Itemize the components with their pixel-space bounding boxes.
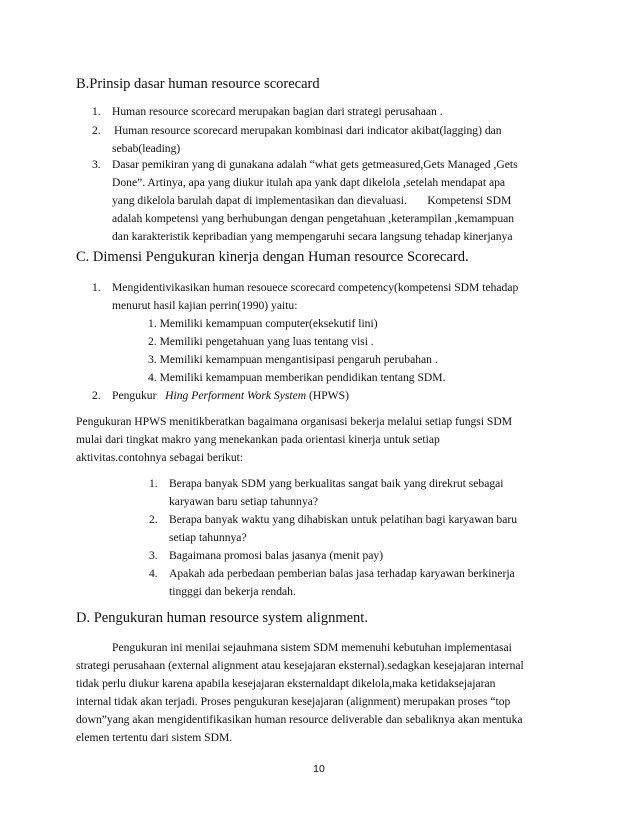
- list-item-text: Done”. Artinya, apa yang diukur itulah apa yank dapt dikelola ,setelah mendapat apa: [112, 176, 506, 189]
- list-item-text: sebab(leading): [112, 142, 181, 155]
- list-item-text: Mengidentivikasikan human resouece scorecard competency(kompetensi SDM tehadap: [112, 281, 519, 294]
- list-item-text: Apakah ada perbedaan pemberian balas jasa terhadap karyawan berkinerja: [169, 567, 515, 580]
- paragraph-line: mulai dari tingkat makro yang menekankan pada orientasi kinerja untuk setiap: [76, 433, 440, 446]
- list-item-number: 2.: [92, 389, 101, 402]
- paragraph-line: Pengukuran HPWS menitikberatkan bagaimana organisasi bekerja melalui setiap fungsi SDM: [76, 415, 513, 428]
- paragraph-line: elemen tertentu dari sistem SDM.: [76, 731, 233, 744]
- list-item-text: Berapa banyak waktu yang dihabiskan untuk pelatihan bagi karyawan baru: [169, 513, 518, 526]
- list-item-text: setiap tahunnya?: [169, 531, 247, 544]
- list-item-number: 3.: [92, 158, 101, 171]
- list-item-text: menurut hasil kajian perrin(1990) yaitu:: [112, 299, 298, 312]
- list-item-number: 4.: [149, 567, 158, 580]
- list-item-text: tingggi dan bekerja rendah.: [169, 585, 296, 598]
- list-item-text: dan karakteristik kepribadian yang mempengaruhi secara langsung tehadap kinerjanya: [112, 230, 513, 243]
- list-item-text: yang dikelola barulah dapat di implementasikan dan dievaluasi. Kompetensi SDM: [112, 194, 512, 207]
- page-number: 10: [313, 763, 325, 775]
- list-item-number: 1.: [92, 281, 101, 294]
- sub-list-item: 2. Memiliki pengetahuan yang luas tentang visi .: [148, 335, 374, 348]
- list-item-number: 1.: [92, 105, 101, 118]
- list-item-number: 1.: [149, 477, 158, 490]
- list-item-text: [112, 390, 349, 402]
- sub-list-item: 1. Memiliki kemampuan computer(eksekutif lini): [148, 317, 378, 330]
- paragraph-line: down”yang akan mengidentifikasikan human resource deliverable dan sebaliknya akan mentuka: [76, 713, 523, 726]
- paragraph-line: aktivitas.contohnya sebagai berikut:: [76, 451, 244, 464]
- section-c-heading: C. Dimensi Pengukuran kinerja dengan Human resource Scorecard.: [76, 249, 469, 265]
- hpws-prefix: Pengukur: [112, 389, 157, 402]
- list-item-number: 3.: [149, 549, 158, 562]
- list-item-text: adalah kompetensi yang berhubungan dengan pengetahuan ,keterampilan ,kemampuan: [112, 212, 515, 225]
- paragraph-line: Pengukuran ini menilai sejauhmana sistem SDM memenuhi kebutuhan implementasai: [112, 641, 512, 654]
- list-item-text: Berapa banyak SDM yang berkualitas sangat baik yang direkrut sebagai: [169, 477, 504, 490]
- list-item-number: 2.: [92, 124, 101, 137]
- sub-list-item: 4. Memiliki kemampuan memberikan pendidikan tentang SDM.: [148, 371, 446, 384]
- paragraph-line: internal tidak akan terjadi. Proses pengukuran kesejajaran (alignment) merupakan proses “top: [76, 695, 511, 708]
- sub-list-item: 3. Memiliki kemampuan mengantisipasi pengaruh perubahan .: [148, 353, 438, 366]
- list-item-text: Human resource scorecard merupakan kombinasi dari indicator akibat(lagging) dan: [114, 124, 502, 137]
- list-item-text: karyawan baru setiap tahunnya?: [169, 495, 319, 508]
- section-b-heading: B.Prinsip dasar human resource scorecard: [76, 76, 320, 92]
- hpws-italic: Hing Performent Work System: [165, 389, 307, 402]
- section-d-heading: D. Pengukuran human resource system alignment.: [76, 610, 368, 626]
- hpws-suffix: (HPWS): [309, 389, 349, 402]
- list-item-number: 2.: [149, 513, 158, 526]
- paragraph-line: strategi perusahaan (external alignment atau kesejajaran eksternal).sedagkan kesejajaran internal: [76, 659, 524, 672]
- list-item-text: Human resource scorecard merupakan bagian dari strategi perusahaan .: [112, 105, 443, 118]
- list-item-text: Bagaimana promosi balas jasanya (menit pay): [169, 549, 384, 562]
- list-item-text: Dasar pemikiran yang di gunakana adalah “what gets getmeasured,Gets Managed ,Gets: [112, 158, 518, 171]
- paragraph-line: tidak perlu diukur karena apabila kesejajaran eksternaldapt dikelola,maka ketidaksejajaran: [76, 677, 496, 690]
